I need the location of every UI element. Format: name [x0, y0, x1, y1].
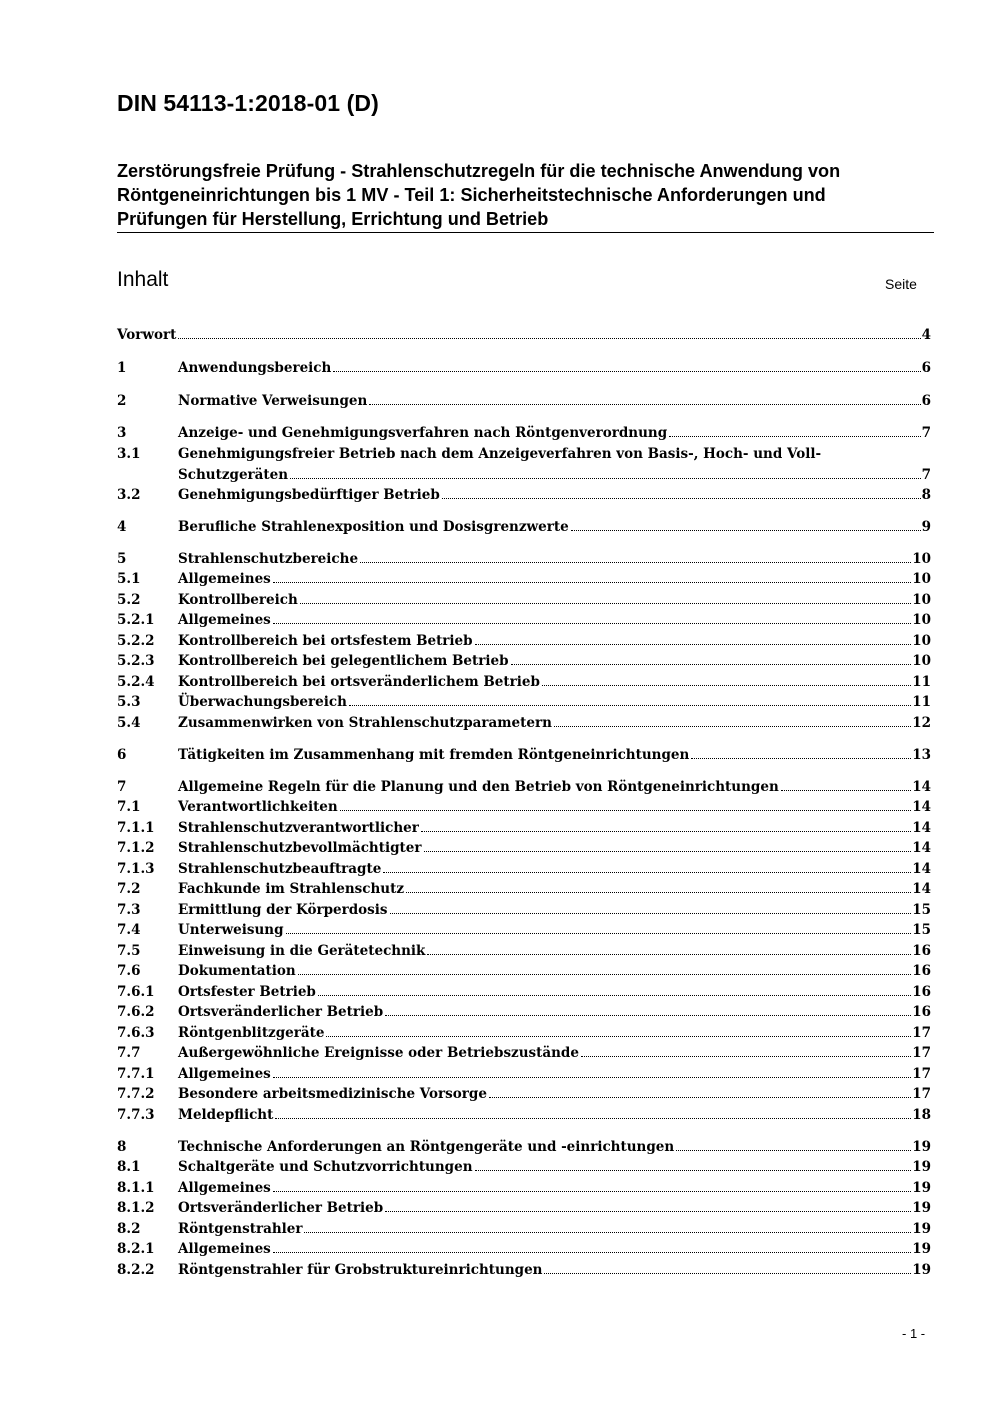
toc-dot-leader: [442, 497, 921, 499]
toc-entry-page: 19: [912, 1159, 931, 1175]
toc-entry-number: 5.3: [117, 694, 141, 710]
toc-entry[interactable]: [117, 325, 931, 346]
toc-entry[interactable]: [117, 1043, 931, 1064]
toc-entry-title: Strahlenschutzbevollmächtigter: [178, 840, 422, 856]
toc-entry-title-continuation: Schutzgeräten: [178, 467, 289, 483]
toc-entry-title: Genehmigungsfreier Betrieb nach dem Anzeigeverfahren von Basis-, Hoch- und Voll-: [178, 446, 822, 462]
toc-entry[interactable]: [117, 692, 931, 713]
toc-entry-title: Berufliche Strahlenexposition und Dosisgrenzwerte: [178, 519, 569, 535]
toc-entry-page: 13: [912, 747, 931, 763]
toc-entry[interactable]: [117, 517, 931, 538]
toc-entry-title: Anwendungsbereich: [178, 360, 332, 376]
toc-entry-title: Außergewöhnliche Ereignisse oder Betriebszustände: [178, 1045, 579, 1061]
toc-entry-title: Strahlenschutzverantwortlicher: [178, 820, 419, 836]
toc-entry-title: Ortsveränderlicher Betrieb: [178, 1004, 384, 1020]
toc-dot-leader: [669, 435, 920, 437]
toc-entry-page: 8: [921, 487, 931, 503]
toc-entry-number: 7.5: [117, 943, 141, 959]
toc-entry[interactable]: [117, 1002, 931, 1023]
toc-entry-page: 19: [912, 1200, 931, 1216]
toc-entry[interactable]: [117, 631, 931, 652]
toc-entry-page: 19: [912, 1221, 931, 1237]
toc-entry[interactable]: [117, 1157, 931, 1178]
toc-entry-page: 14: [912, 820, 931, 836]
toc-entry-number: 7.6.3: [117, 1025, 155, 1041]
toc-entry-title: Ermittlung der Körperdosis: [178, 902, 388, 918]
toc-entry-page: 10: [912, 612, 931, 628]
toc-entry-title: Röntgenstrahler für Grobstruktureinrichtungen: [178, 1262, 543, 1278]
toc-entry-page: 17: [912, 1086, 931, 1102]
toc-dot-leader: [349, 704, 911, 706]
toc-entry[interactable]: [117, 1178, 931, 1199]
toc-entry[interactable]: [117, 549, 931, 570]
toc-entry-title: Besondere arbeitsmedizinische Vorsorge: [178, 1086, 487, 1102]
toc-entry[interactable]: [117, 1260, 931, 1281]
toc-entry[interactable]: [117, 590, 931, 611]
toc-entry-page: 16: [912, 963, 931, 979]
toc-entry-page: 9: [921, 519, 931, 535]
toc-entry[interactable]: [117, 444, 931, 486]
toc-entry-number: 8.2.1: [117, 1241, 155, 1257]
toc-entry-title: Allgemeines: [178, 1066, 271, 1082]
toc-entry-number: 7.1.1: [117, 820, 155, 836]
toc-entry-title: Kontrollbereich bei ortsfestem Betrieb: [178, 633, 473, 649]
toc-entry-page: 14: [912, 881, 931, 897]
toc-entry-title: Anzeige- und Genehmigungsverfahren nach Röntgenverordnung: [178, 425, 668, 441]
toc-entry[interactable]: [117, 1219, 931, 1240]
toc-entry[interactable]: [117, 1084, 931, 1105]
toc-dot-leader: [318, 994, 911, 996]
toc-entry-number: 8: [117, 1139, 127, 1155]
toc-page-column-label: Seite: [885, 276, 917, 292]
toc-dot-leader: [290, 477, 921, 479]
toc-entry-page: 14: [912, 840, 931, 856]
toc-entry-number: 5.4: [117, 715, 141, 731]
toc-entry-number: 7.7: [117, 1045, 141, 1061]
toc-dot-leader: [340, 809, 911, 811]
toc-entry-page: 11: [912, 694, 931, 710]
toc-entry-page: 14: [912, 799, 931, 815]
toc-entry-page: 10: [912, 633, 931, 649]
toc-dot-leader: [554, 725, 911, 727]
toc-entry-title: Technische Anforderungen an Röntgengeräte und -einrichtungen: [178, 1139, 675, 1155]
toc-entry[interactable]: [117, 391, 931, 412]
toc-entry-title: Tätigkeiten im Zusammenhang mit fremden Röntgeneinrichtungen: [178, 747, 690, 763]
toc-entry-number: 2: [117, 393, 127, 409]
toc-entry-number: 7.7.3: [117, 1107, 155, 1123]
toc-entry-title: Vorwort: [117, 327, 177, 343]
toc-entry-title: Kontrollbereich bei ortsveränderlichem Betrieb: [178, 674, 540, 690]
toc-entry-page: 19: [912, 1241, 931, 1257]
toc-entry-page: 10: [912, 592, 931, 608]
toc-dot-leader: [676, 1149, 911, 1151]
toc-entry-title: Kontrollbereich: [178, 592, 298, 608]
toc-entry-page: 6: [921, 360, 931, 376]
page-number: - 1 -: [902, 1326, 926, 1341]
toc-dot-leader: [369, 403, 920, 405]
toc-entry-title: Strahlenschutzbereiche: [178, 551, 359, 567]
toc-entry[interactable]: [117, 651, 931, 672]
toc-dot-leader: [542, 684, 911, 686]
toc-entry-title: Genehmigungsbedürftiger Betrieb: [178, 487, 440, 503]
toc-heading: Inhalt: [117, 268, 169, 291]
toc-entry[interactable]: [117, 838, 931, 859]
toc-entry-page: 17: [912, 1045, 931, 1061]
toc-entry-number: 4: [117, 519, 127, 535]
toc-entry-page: 10: [912, 551, 931, 567]
toc-dot-leader: [781, 789, 911, 791]
toc-entry-number: 5.2.1: [117, 612, 155, 628]
toc-entry-page: 14: [912, 779, 931, 795]
toc-entry-title: Zusammenwirken von Strahlenschutzparametern: [178, 715, 552, 731]
toc-entry-title: Kontrollbereich bei gelegentlichem Betrieb: [178, 653, 509, 669]
toc-entry-number: 3.2: [117, 487, 141, 503]
toc-entry-page: 17: [912, 1025, 931, 1041]
toc-entry-number: 5.1: [117, 571, 141, 587]
toc-entry-page: 12: [912, 715, 931, 731]
toc-entry[interactable]: [117, 900, 931, 921]
toc-entry-page: 19: [912, 1139, 931, 1155]
toc-dot-leader: [333, 370, 920, 372]
toc-entry-page: 18: [912, 1107, 931, 1123]
document-title-line: Zerstörungsfreie Prüfung - Strahlenschutzregeln für die technische Anwendung von: [117, 161, 841, 181]
toc-dot-leader: [581, 1055, 911, 1057]
toc-dot-leader: [273, 1076, 911, 1078]
toc-entry[interactable]: [117, 777, 931, 798]
toc-entry-number: 8.2.2: [117, 1262, 155, 1278]
toc-entry-title: Allgemeines: [178, 1241, 271, 1257]
toc-entry-number: 5.2.3: [117, 653, 155, 669]
toc-dot-leader: [390, 912, 912, 914]
toc-entry[interactable]: [117, 1198, 931, 1219]
toc-entry-title: Dokumentation: [178, 963, 296, 979]
toc-entry-number: 1: [117, 360, 127, 376]
toc-dot-leader: [304, 1231, 911, 1233]
toc-dot-leader: [571, 529, 921, 531]
toc-entry-number: 7.6.2: [117, 1004, 155, 1020]
toc-entry-number: 7.3: [117, 902, 141, 918]
toc-entry-page: 7: [921, 467, 931, 483]
toc-entry[interactable]: [117, 423, 931, 444]
toc-entry[interactable]: [117, 358, 931, 379]
toc-dot-leader: [544, 1272, 911, 1274]
toc-dot-leader: [406, 891, 911, 893]
toc-entry-title: Unterweisung: [178, 922, 284, 938]
toc-entry-title: Allgemeines: [178, 1180, 271, 1196]
toc-entry-number: 7.4: [117, 922, 141, 938]
toc-entry-number: 7.7.2: [117, 1086, 155, 1102]
toc-entry-number: 5.2.2: [117, 633, 155, 649]
toc-entry-page: 16: [912, 984, 931, 1000]
toc-dot-leader: [275, 1117, 911, 1119]
toc-dot-leader: [298, 973, 911, 975]
toc-entry[interactable]: [117, 1239, 931, 1260]
toc-entry[interactable]: [117, 879, 931, 900]
toc-entry-title: Ortsfester Betrieb: [178, 984, 316, 1000]
toc-entry[interactable]: [117, 941, 931, 962]
toc-entry-title: Allgemeines: [178, 571, 271, 587]
toc-entry-number: 7.1: [117, 799, 141, 815]
document-title: [117, 159, 934, 233]
toc-entry[interactable]: [117, 1023, 931, 1044]
toc-entry[interactable]: [117, 1064, 931, 1085]
document-title-line: Röntgeneinrichtungen bis 1 MV - Teil 1: Sicherheitstechnische Anforderungen und: [117, 185, 826, 205]
toc-dot-leader: [691, 757, 911, 759]
toc-entry-page: 15: [912, 902, 931, 918]
toc-entry[interactable]: [117, 672, 931, 693]
document-id: DIN 54113-1:2018-01 (D): [117, 90, 379, 116]
toc-entry-number: 7.6: [117, 963, 141, 979]
toc-dot-leader: [360, 561, 911, 563]
toc-entry-page: 11: [912, 674, 931, 690]
toc-entry-title: Fachkunde im Strahlenschutz: [178, 881, 404, 897]
toc-entry[interactable]: [117, 1137, 931, 1158]
toc-entry[interactable]: [117, 1105, 931, 1126]
toc-dot-leader: [300, 602, 911, 604]
toc-entry-number: 5.2: [117, 592, 141, 608]
toc-entry-title: Allgemeines: [178, 612, 271, 628]
toc-dot-leader: [273, 1251, 911, 1253]
toc-dot-leader: [385, 1210, 911, 1212]
toc-entry[interactable]: [117, 920, 931, 941]
toc-entry-title: Einweisung in die Gerätetechnik: [178, 943, 426, 959]
toc-dot-leader: [427, 953, 911, 955]
toc-dot-leader: [511, 663, 912, 665]
toc-entry-number: 7.1.3: [117, 861, 155, 877]
toc-dot-leader: [273, 622, 911, 624]
toc-entry-page: 14: [912, 861, 931, 877]
toc-dot-leader: [383, 871, 911, 873]
toc-entry[interactable]: [117, 818, 931, 839]
toc-entry-number: 3.1: [117, 446, 141, 462]
toc-entry-number: 7.7.1: [117, 1066, 155, 1082]
toc-entry-page: 16: [912, 1004, 931, 1020]
toc-dot-leader: [273, 581, 911, 583]
toc-dot-leader: [489, 1096, 911, 1098]
toc-entry[interactable]: [117, 797, 931, 818]
toc-entry[interactable]: [117, 485, 931, 506]
toc-entry-page: 6: [921, 393, 931, 409]
toc-entry-number: 7: [117, 779, 127, 795]
toc-entry-number: 6: [117, 747, 127, 763]
toc-entry-title: Schaltgeräte und Schutzvorrichtungen: [178, 1159, 473, 1175]
toc-entry-title: Röntgenstrahler: [178, 1221, 303, 1237]
toc-entry-title: Allgemeine Regeln für die Planung und den Betrieb von Röntgeneinrichtungen: [178, 779, 779, 795]
toc-entry-title: Strahlenschutzbeauftragte: [178, 861, 382, 877]
toc-entry-number: 3: [117, 425, 127, 441]
toc-entry[interactable]: [117, 713, 931, 734]
toc-entry-page: 19: [912, 1262, 931, 1278]
toc-entry-number: 8.1: [117, 1159, 141, 1175]
toc-entry-number: 8.1.1: [117, 1180, 155, 1196]
toc-dot-leader: [286, 932, 912, 934]
toc-dot-leader: [424, 850, 912, 852]
toc-entry-page: 15: [912, 922, 931, 938]
toc-entry[interactable]: [117, 745, 931, 766]
toc-entry[interactable]: [117, 569, 931, 590]
toc-dot-leader: [326, 1035, 911, 1037]
toc-entry-number: 5.2.4: [117, 674, 155, 690]
toc-entry-title: Überwachungsbereich: [178, 694, 347, 710]
toc-entry-title: Normative Verweisungen: [178, 393, 368, 409]
toc-dot-leader: [421, 830, 911, 832]
toc-entry-title: Röntgenblitzgeräte: [178, 1025, 325, 1041]
toc-dot-leader: [385, 1014, 911, 1016]
toc-entry-number: 7.2: [117, 881, 141, 897]
toc-dot-leader: [178, 337, 920, 339]
toc-entry-title: Verantwortlichkeiten: [178, 799, 338, 815]
toc-entry-number: 8.1.2: [117, 1200, 155, 1216]
toc-entry-page: 16: [912, 943, 931, 959]
toc-entry[interactable]: [117, 982, 931, 1003]
toc-dot-leader: [273, 1190, 911, 1192]
toc-entry-page: 17: [912, 1066, 931, 1082]
toc-dot-leader: [475, 1169, 912, 1171]
toc-entry-page: 4: [921, 327, 931, 343]
toc-entry-title: Ortsveränderlicher Betrieb: [178, 1200, 384, 1216]
toc-entry[interactable]: [117, 859, 931, 880]
toc-dot-leader: [475, 643, 912, 645]
toc-entry-number: 5: [117, 551, 127, 567]
toc-entry[interactable]: [117, 961, 931, 982]
toc-entry-page: 10: [912, 571, 931, 587]
toc-entry-page: 10: [912, 653, 931, 669]
toc-entry[interactable]: [117, 610, 931, 631]
toc-entry-page: 7: [921, 425, 931, 441]
toc-entry-number: 7.6.1: [117, 984, 155, 1000]
toc-entry-number: 7.1.2: [117, 840, 155, 856]
document-title-line: Prüfungen für Herstellung, Errichtung und Betrieb: [117, 209, 549, 229]
toc-entry-number: 8.2: [117, 1221, 141, 1237]
toc-entry-page: 19: [912, 1180, 931, 1196]
toc-entry-title: Meldepflicht: [178, 1107, 274, 1123]
